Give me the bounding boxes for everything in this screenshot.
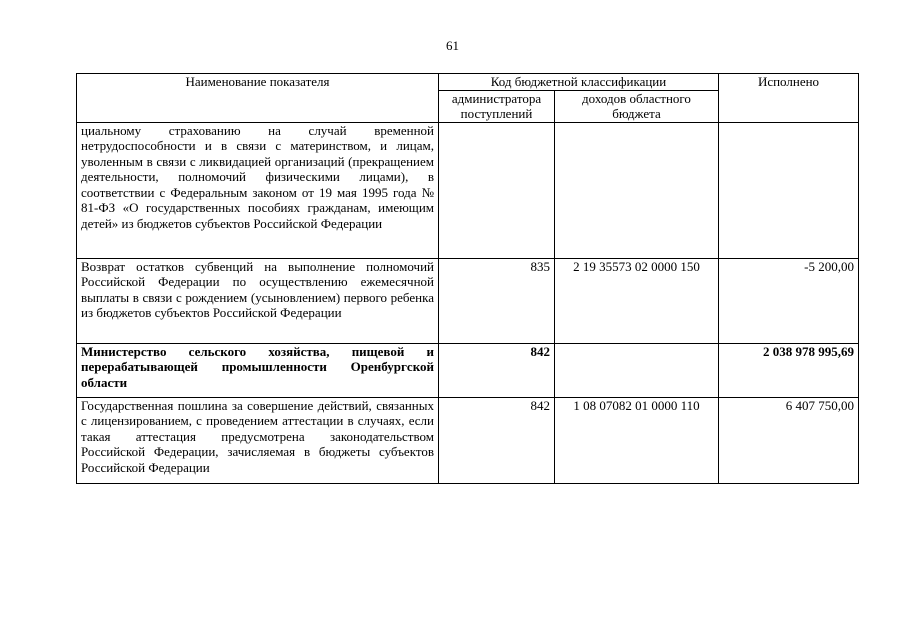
table-row [77, 122, 859, 258]
row-executed: 6 407 750,00 [719, 397, 859, 483]
table-row [77, 343, 859, 397]
row-income-code [555, 122, 719, 258]
header-administrator: администратора поступлений [439, 90, 555, 122]
row-admin-code: 842 [439, 397, 555, 483]
row-executed [719, 122, 859, 258]
page-number: 61 [446, 38, 459, 53]
row-income-code [555, 343, 719, 397]
header-row-top [77, 74, 859, 91]
row-admin-code: 842 [439, 343, 555, 397]
header-indicator-name: Наименование показателя [77, 74, 439, 123]
row-name: циальному страхованию на случай временной нетрудоспособности и в связи с материнством, и лицам, уволенным в связи с ликвидацией организаций (прекращением деятельности, полномочий физическими лицами), в соответствии с Федеральным законом от 19 мая 1995 года № 81-ФЗ «О государственных пособиях гражданам, имеющим детей» из бюджетов субъектов Российской Федерации [77, 122, 439, 258]
row-income-code: 1 08 07082 01 0000 110 [555, 397, 719, 483]
table-row [77, 397, 859, 483]
row-executed: -5 200,00 [719, 258, 859, 343]
row-name: Возврат остатков субвенций на выполнение полномочий Российской Федерации по осуществлению ежемесячной выплаты в связи с рождением (усыновлением) первого ребенка из бюджетов субъектов Российской Федерации [77, 258, 439, 343]
header-executed: Исполнено [719, 74, 859, 123]
budget-table [76, 73, 859, 484]
row-admin-code [439, 122, 555, 258]
table-row [77, 258, 859, 343]
row-admin-code: 835 [439, 258, 555, 343]
row-name: Государственная пошлина за совершение действий, связанных с лицензированием, с проведением аттестации в случаях, если такая аттестация предусмотрена законодательством Российской Федерации, зачисляемая в бюджеты субъектов Российской Федерации [77, 397, 439, 483]
row-income-code: 2 19 35573 02 0000 150 [555, 258, 719, 343]
header-budget-classification-code: Код бюджетной классификации [439, 74, 719, 91]
row-name: Министерство сельского хозяйства, пищевой и перерабатывающей промышленности Оренбургской области [77, 343, 439, 397]
header-regional-income: доходов областного бюджета [555, 90, 719, 122]
row-executed: 2 038 978 995,69 [719, 343, 859, 397]
